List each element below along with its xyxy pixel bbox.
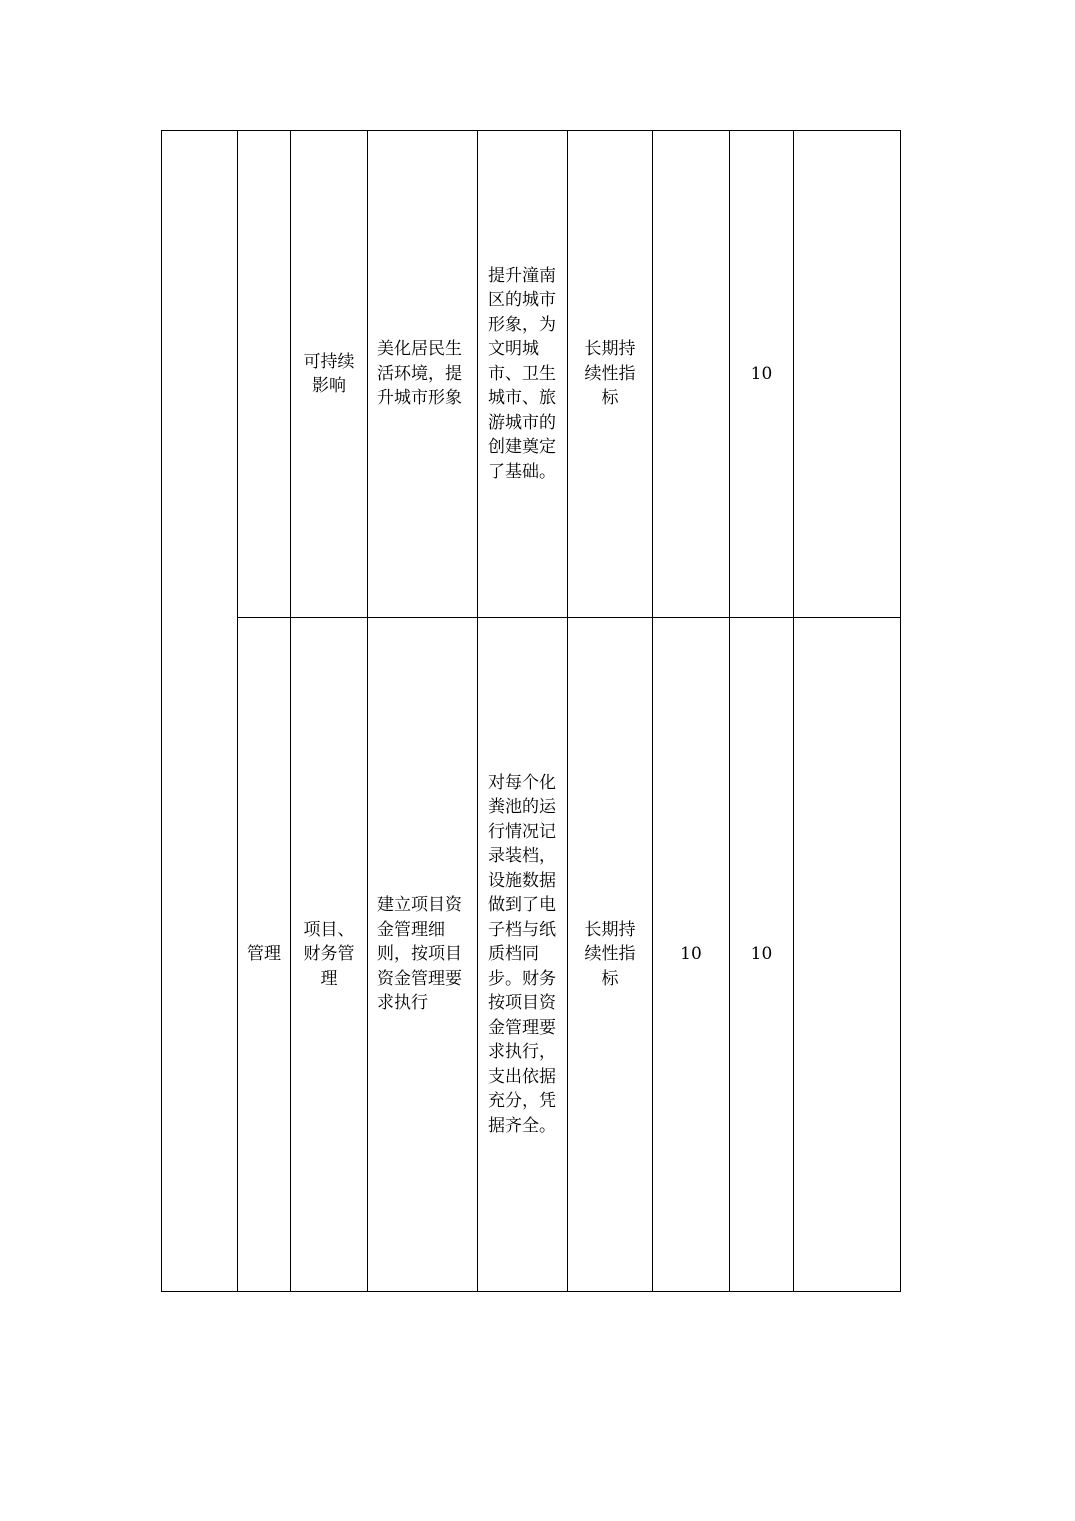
- table-row: [162, 131, 901, 618]
- description-cell: 对每个化粪池的运行情况记录装档，设施数据做到了电子档与纸质档同步。财务按项目资金管理要求执行，支出依据充分，凭据齐全。: [478, 618, 568, 1292]
- category-cell: 管理: [238, 618, 291, 1292]
- score-b-cell: 10: [730, 618, 794, 1292]
- score-b-cell: 10: [730, 131, 794, 618]
- subcategory-cell: 项目、财务管理: [291, 618, 368, 1292]
- content-cell: 美化居民生活环境，提升城市形象: [368, 131, 478, 618]
- description-cell: 提升潼南区的城市形象，为文明城市、卫生城市、旅游城市的创建奠定了基础。: [478, 131, 568, 618]
- secondary-indicator-cell: [238, 131, 291, 618]
- remark-cell: [794, 618, 901, 1292]
- performance-table: [161, 130, 901, 1292]
- first-level-indicator-cell: [162, 131, 238, 1292]
- table-row: [162, 618, 901, 1292]
- indicator-cell: 长期持续性指标: [568, 131, 653, 618]
- score-a-cell: 10: [653, 618, 730, 1292]
- score-a-cell: [653, 131, 730, 618]
- indicator-cell: 长期持续性指标: [568, 618, 653, 1292]
- content-cell: 建立项目资金管理细则，按项目资金管理要求执行: [368, 618, 478, 1292]
- remark-cell: [794, 131, 901, 618]
- subcategory-cell: 可持续影响: [291, 131, 368, 618]
